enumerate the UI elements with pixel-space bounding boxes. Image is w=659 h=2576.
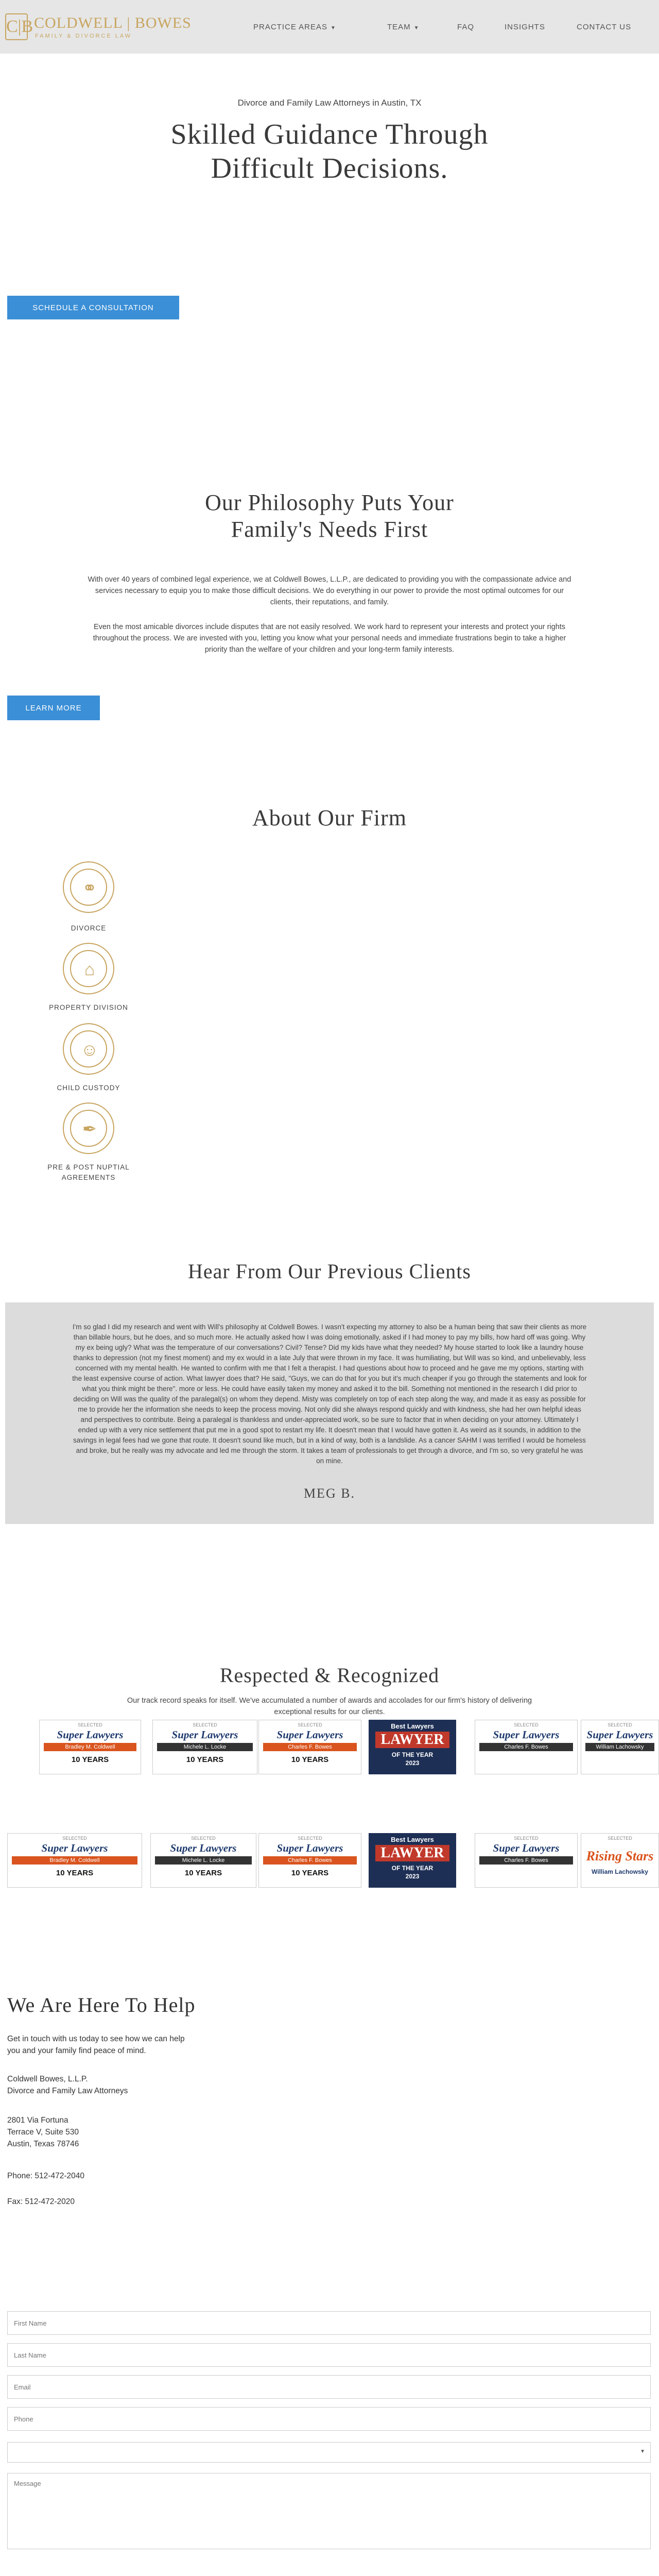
nuptial-agreements-service[interactable] (63, 1103, 114, 1154)
testimonial-text: I'm so glad I did my research and went with Will's philosophy at Coldwell Bowes. I wasn't expecting my attorney to also be a human being that saw their clients as more than billable hours, but he does, and so much more. He actually asked how I was doing emotionally, asked if I had money to pay my bills, how hard off was going. Why my ex being ugly? What was the temperature of our conversations? Civil? Tense? Did my kids have what they needed? My house started to look like a laundry house thanks to depression (not my finest moment) and my ex would in a late July that were thrown in my face. It was humiliating, but Will was so kind, and unbelievably, less concerned with my mental health. He wanted to confirm with me that I felt a therapist. I had questions about how to proceed and he gave me my options, starting with the least expensive course of action. What lawyer does that? He said, "Guys, we can do that for you but it's much cheaper if you go through the statements and look for what you think might be there". more or less. He could have easily taken my money and asked it to the bill. Something not mentioned in the research I did prior to deciding on Will was the quality of the paralegal(s) on whom they depend. Misty was completely on top of each step along the way, and made it as easy as possible for me to provide her the information she needs to keep the process moving. Not only did she always respond quickly and with kindness, she had her own helpful ideas and perspectives to contribute. Being a paralegal is thankless and under-appreciated work, so be sure to factor that in when deciding on your attorney. Ultimately I ended up with a very nice settlement that put me in a good spot to restart my life. It doesn't mean that I would have gotten it. As weird as it sounds, in addition to the savings in legal fees had we gone that route. It doesn't sound like much, but in a kind of way, both is a landslide. As a cancer SAHM I was terrified I would be homeless and broke, but he really was my advocate and led me through the storm. It takes a team of professionals to get through a divorce, and I'm so, so very grateful he was on mine. (72, 1323, 587, 1465)
badge-super-lawyers-lachowsky: SELECTED Super Lawyers William Lachowsky (581, 1720, 659, 1774)
service-label-nuptial-agreements[interactable]: PRE & POST NUPTIAL AGREEMENTS (47, 1163, 130, 1181)
inquiry-select[interactable] (7, 2442, 651, 2463)
nav-insights[interactable]: INSIGHTS (505, 23, 545, 31)
chevron-down-icon: ▼ (640, 2449, 645, 2454)
first-name-field[interactable] (7, 2311, 651, 2335)
divorce-service[interactable] (63, 861, 114, 913)
badge-best-lawyers: Best Lawyers LAWYER OF THE YEAR 2023 (369, 1833, 456, 1888)
badge-super-lawyers-bowes-2: SELECTED Super Lawyers Charles F. Bowes (475, 1833, 578, 1888)
badge-rising-stars-lachowsky: SELECTED Rising Stars William Lachowsky (581, 1833, 659, 1888)
testimonial-author: MEG B. (303, 1486, 356, 1501)
service-label-child-custody[interactable]: CHILD CUSTODY (57, 1084, 120, 1092)
logo-tagline: FAMILY & DIVORCE LAW (35, 33, 132, 39)
philosophy-title: Our Philosophy Puts Your Family's Needs First (205, 490, 454, 542)
firm-address: 2801 Via Fortuna Terrace V, Suite 530 Austin, Texas 78746 (7, 2116, 79, 2148)
nav-practice-areas[interactable]: PRACTICE AREAS ▼ (253, 23, 336, 31)
site-header (0, 0, 659, 54)
logo-mark: C|B (5, 13, 28, 40)
firm-name: Coldwell Bowes, L.L.P. Divorce and Family Law Attorneys (7, 2075, 128, 2095)
nav-team[interactable]: TEAM ▼ (387, 23, 420, 31)
email-field[interactable] (7, 2375, 651, 2399)
nav-contact-us[interactable]: CONTACT US (577, 23, 632, 31)
hero-title: Skilled Guidance Through Difficult Decisions. (170, 118, 489, 184)
fax-number: Fax: 512-472-2020 (7, 2197, 75, 2206)
message-field[interactable] (7, 2473, 651, 2549)
chevron-down-icon: ▼ (413, 25, 420, 31)
last-name-field[interactable] (7, 2343, 651, 2367)
family-icon: ☺ (80, 1040, 99, 1060)
testimonial-card (5, 1302, 654, 1524)
chevron-down-icon: ▼ (331, 25, 336, 31)
recognition-intro: Our track record speaks for itself. We've accumulated a number of awards and accolades for our firm's history of delivering exceptional results for our clients. (127, 1697, 532, 1716)
contact-intro: Get in touch with us today to see how we can help you and your family find peace of mind. (7, 2035, 185, 2055)
phone-number[interactable]: Phone: 512-472-2040 (7, 2172, 84, 2180)
service-label-property-division[interactable]: PROPERTY DIVISION (49, 1004, 128, 1011)
recognition-title: Respected & Recognized (219, 1664, 440, 1687)
hero-subtitle: Divorce and Family Law Attorneys in Austin, TX (237, 98, 422, 108)
logo[interactable] (5, 12, 211, 43)
pen-icon: ✒ (82, 1120, 97, 1139)
philosophy-paragraph-1: With over 40 years of combined legal experience, we at Coldwell Bowes, L.L.P., are dedicated to providing you with the compassionate advice and services necessary to equip you to make those difficult decisions. We do everything in our power to provide the most optimal outcomes for our clients, their reputations, and family. (88, 575, 571, 606)
nav-faq[interactable]: FAQ (457, 23, 475, 31)
badge-super-lawyers-bowes: SELECTED Super Lawyers Charles F. Bowes 10 YEARS (258, 1720, 361, 1774)
badge-super-lawyers-coldwell: SELECTED Super Lawyers Bradley M. Coldwell 10 YEARS (7, 1833, 142, 1888)
phone-field[interactable] (7, 2407, 651, 2431)
learn-more-button[interactable]: LEARN MORE (7, 696, 100, 720)
schedule-consultation-button[interactable]: SCHEDULE A CONSULTATION (7, 296, 179, 319)
about-title: About Our Firm (252, 805, 407, 831)
service-label-divorce[interactable]: DIVORCE (71, 924, 107, 932)
badge-best-lawyers: Best Lawyers LAWYER OF THE YEAR 2023 (369, 1720, 456, 1774)
badge-super-lawyers-locke: SELECTED Super Lawyers Michele L. Locke 10 YEARS (150, 1833, 256, 1888)
house-icon: ⌂ (84, 960, 95, 979)
child-custody-service[interactable] (63, 1023, 114, 1075)
badge-super-lawyers-bowes-2: SELECTED Super Lawyers Charles F. Bowes (475, 1720, 578, 1774)
rings-icon: ⚭ (82, 878, 97, 898)
contact-title: We Are Here To Help (7, 1993, 196, 2016)
testimonials-title: Hear From Our Previous Clients (188, 1260, 471, 1283)
badge-super-lawyers-coldwell: SELECTED Super Lawyers Bradley M. Coldwell 10 YEARS (39, 1720, 141, 1774)
badge-super-lawyers-locke: SELECTED Super Lawyers Michele L. Locke 10 YEARS (152, 1720, 257, 1774)
property-division-service[interactable] (63, 943, 114, 994)
badge-super-lawyers-bowes: SELECTED Super Lawyers Charles F. Bowes 10 YEARS (258, 1833, 361, 1888)
logo-name: COLDWELL | BOWES (34, 14, 192, 31)
philosophy-paragraph-2: Even the most amicable divorces include disputes that are not easily resolved. We work hard to represent your interests and protect your rights throughout the process. We are invested with you, letting you know what your personal needs and immediate frustrations begin to take a higher priority than the welfare of your children and your long-term family interests. (93, 623, 566, 654)
